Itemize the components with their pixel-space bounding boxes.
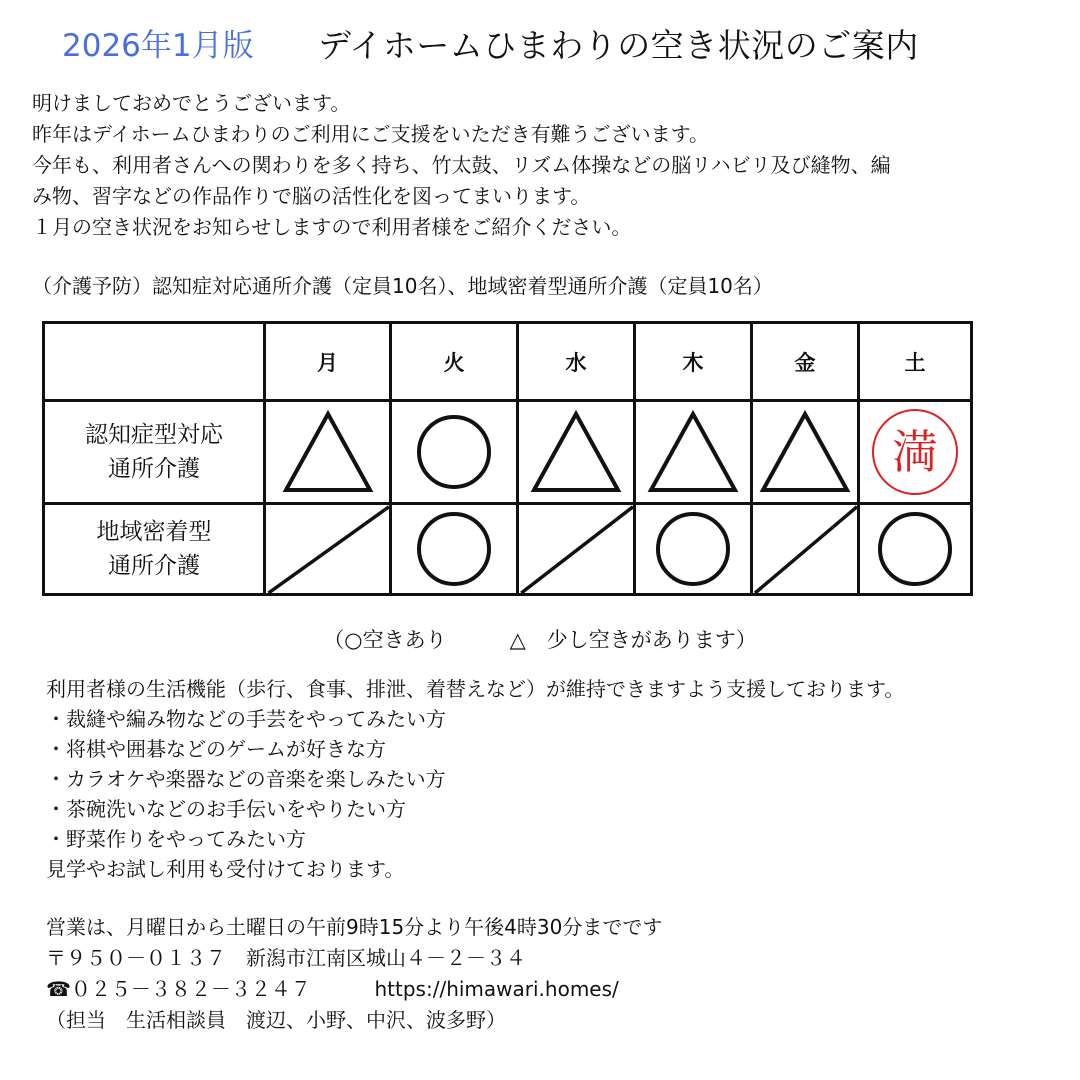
available-circle (408, 408, 500, 496)
few-available-triangle (759, 408, 851, 496)
support-line: ・カラオケや楽器などの音楽を楽しみたい方 (46, 767, 446, 791)
support-line: ・野菜作りをやってみたい方 (46, 827, 306, 851)
intro-text (32, 88, 1042, 243)
day-header: 木 (635, 323, 752, 401)
intro-line: 今年も、利用者さんへの関わりを多く持ち、竹太鼓、リズム体操などの脳リハビリ及び縫物、編 (32, 153, 891, 177)
few-available-triangle (530, 408, 622, 496)
support-line: ・将棋や囲碁などのゲームが好きな方 (46, 737, 386, 761)
availability-cell (635, 504, 752, 595)
support-line: ・茶碗洗いなどのお手伝いをやりたい方 (46, 797, 406, 821)
availability-cell (265, 401, 391, 504)
row-label (44, 504, 265, 595)
full-stamp (869, 408, 961, 496)
available-circle (647, 505, 739, 593)
intro-line: 昨年はデイホームひまわりのご利用にご支援をいただき有難うございます。 (32, 122, 709, 146)
contact-info (46, 912, 662, 1036)
phone-url-line (46, 974, 662, 1005)
support-line: 利用者様の生活機能（歩行、食事、排泄、着替えなど）が維持できますよう支援しております。 (46, 677, 905, 701)
available-circle (869, 505, 961, 593)
phone-number: ☎０２５－３８２－３２４７ (46, 977, 311, 1001)
row-label-line: 地域密着型 (96, 519, 212, 545)
day-header: 水 (518, 323, 635, 401)
availability-cell (391, 504, 518, 595)
intro-line: １月の空き状況をお知らせしますので利用者様をご紹介ください。 (32, 215, 632, 239)
availability-cell (518, 504, 635, 595)
row-label (44, 401, 265, 504)
table-row (44, 504, 972, 595)
support-text (46, 674, 904, 884)
legend: （○空きあり △ 少し空きがあります） (323, 628, 757, 652)
few-available-triangle (282, 408, 374, 496)
intro-line: み物、習字などの作品作りで脳の活性化を図ってまいります。 (32, 184, 591, 208)
business-hours: 営業は、月曜日から土曜日の午前9時15分より午後4時30分までです (46, 915, 663, 939)
page-title: デイホームひまわりの空き状況のご案内 (318, 26, 919, 65)
corner-cell (44, 323, 265, 401)
unavailable-slash (519, 505, 633, 593)
row-label-line: 通所介護 (108, 553, 200, 579)
unavailable-slash (266, 505, 389, 593)
edition-label: 2026年1月版 (62, 28, 254, 64)
support-line: 見学やお試し利用も受付けております。 (46, 857, 405, 881)
day-header: 月 (265, 323, 391, 401)
availability-cell (752, 504, 859, 595)
availability-table (42, 321, 973, 596)
support-line: ・裁縫や編み物などの手芸をやってみたい方 (46, 707, 446, 731)
few-available-triangle (647, 408, 739, 496)
availability-cell (752, 401, 859, 504)
row-label-line: 通所介護 (108, 456, 200, 482)
availability-cell (518, 401, 635, 504)
day-header: 火 (391, 323, 518, 401)
availability-cell (859, 401, 972, 504)
table-row (44, 401, 972, 504)
row-label-line: 認知症型対応 (85, 422, 223, 448)
website-link[interactable]: https://himawari.homes/ (374, 977, 619, 1001)
availability-cell (265, 504, 391, 595)
availability-cell (635, 401, 752, 504)
available-circle (408, 505, 500, 593)
intro-line: 明けましておめでとうございます。 (32, 91, 351, 115)
service-subtitle: （介護予防）認知症対応通所介護（定員10名）、地域密着型通所介護（定員10名） (32, 274, 773, 298)
address: 〒９５０－０１３７ 新潟市江南区城山４－２－３４ (46, 946, 526, 970)
full-stamp-label: 満 (892, 425, 938, 479)
table-header-row (44, 323, 972, 401)
day-header: 金 (752, 323, 859, 401)
staff-contacts: （担当 生活相談員 渡辺、小野、中沢、波多野） (46, 1008, 506, 1032)
day-header: 土 (859, 323, 972, 401)
unavailable-slash (753, 505, 857, 593)
availability-cell (391, 401, 518, 504)
availability-cell (859, 504, 972, 595)
